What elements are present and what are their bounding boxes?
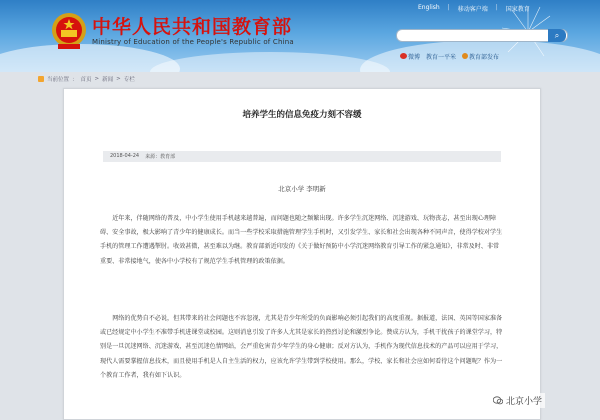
- search-input[interactable]: [396, 29, 568, 42]
- article-author: 北京小学 李明新: [278, 185, 326, 193]
- wechat-icon: [493, 396, 503, 405]
- article-date: 2018-04-24: [110, 153, 140, 159]
- wechat-watermark: [490, 393, 545, 408]
- link-weibo[interactable]: 微博: [400, 52, 420, 61]
- search-button[interactable]: [548, 29, 566, 42]
- link-edu-release[interactable]: 教育部发布: [462, 52, 499, 61]
- social-links: [400, 52, 499, 61]
- separator: |: [495, 4, 498, 11]
- site-title[interactable]: 中华人民共和国教育部: [92, 16, 293, 38]
- location-icon: [38, 76, 44, 82]
- article-meta: [110, 153, 175, 160]
- breadcrumb-label: 当前位置: [47, 77, 70, 83]
- breadcrumb-news[interactable]: 新闻: [102, 77, 114, 83]
- breadcrumb-column[interactable]: 专栏: [123, 77, 135, 83]
- weibo-icon: [400, 53, 407, 59]
- top-links: [418, 4, 530, 13]
- site-subtitle: Ministry of Education of the People's Republic of China: [92, 38, 294, 46]
- breadcrumb: 当前位置 ： 首页 > 新闻 > 专栏: [38, 75, 135, 83]
- link-english[interactable]: English: [418, 4, 440, 11]
- link-national-education[interactable]: 国家教育: [505, 6, 530, 13]
- national-emblem-icon: [50, 10, 88, 52]
- link-edu-square[interactable]: 教育一平米: [426, 54, 457, 61]
- article-source: 来源：教育部: [145, 154, 176, 160]
- site-header: [0, 0, 600, 72]
- breadcrumb-home[interactable]: 首页: [80, 77, 92, 83]
- separator: |: [447, 4, 450, 11]
- link-mobile-client[interactable]: 移动客户端: [457, 6, 488, 13]
- wechat-icon: [462, 53, 468, 59]
- watermark-text: 北京小学: [506, 397, 543, 407]
- article-paragraph: 网络的优势自不必说，但其带来的社会问题也不容忽视，尤其是青少年所受的负面影响必须引起我们的高度重视。据报道，法国、英国等国家准备或已经规定中小学生不准带手机进课堂或校园。这则消息引发了许多人尤其是家长的热烈讨论和激烈争论。赞成方认为，手机干扰孩子的课堂学习，特别是一旦沉迷网络、沉迷游戏，甚至沉迷色情网站，会严重危害青少年学生的身心健康；反对方认为，手机作为现代信息技术的产品可以应用于学习，现代人需要掌握信息技术，而且使用手机是人自主生活的权力，应该允许学生带到学校使用。那么，学校、家长和社会应如何看待这个问题呢？作为一个教育工作者，我有如下认识。: [100, 315, 503, 379]
- cloud-decoration: [150, 52, 390, 72]
- article-paragraph: 近年来，伴随网络的普及，中小学生使用手机越来越普遍，而问题也随之频繁出现。许多学生沉迷网络、沉迷游戏、玩物丧志，甚至出现心理障碍、安全事故，极大影响了青少年的健康成长。而当一些学校采取措施管理学生手机时，又引发学生、家长和社会出现各种不同声音，使得学校对学生手机的管理工作遭遇掣肘。收效甚微，甚至难以为继。教育部新近印发的《关于做好预防中小学沉迷网络教育引导工作的紧急通知》，非常及时、非常重要、非常接地气，使各中小学校有了规范学生手机管理的政策依据。: [100, 215, 503, 265]
- search-icon: ⌕: [554, 31, 560, 40]
- article-title: 培养学生的信息免疫力刻不容缓: [242, 110, 362, 120]
- article-panel: [63, 88, 541, 420]
